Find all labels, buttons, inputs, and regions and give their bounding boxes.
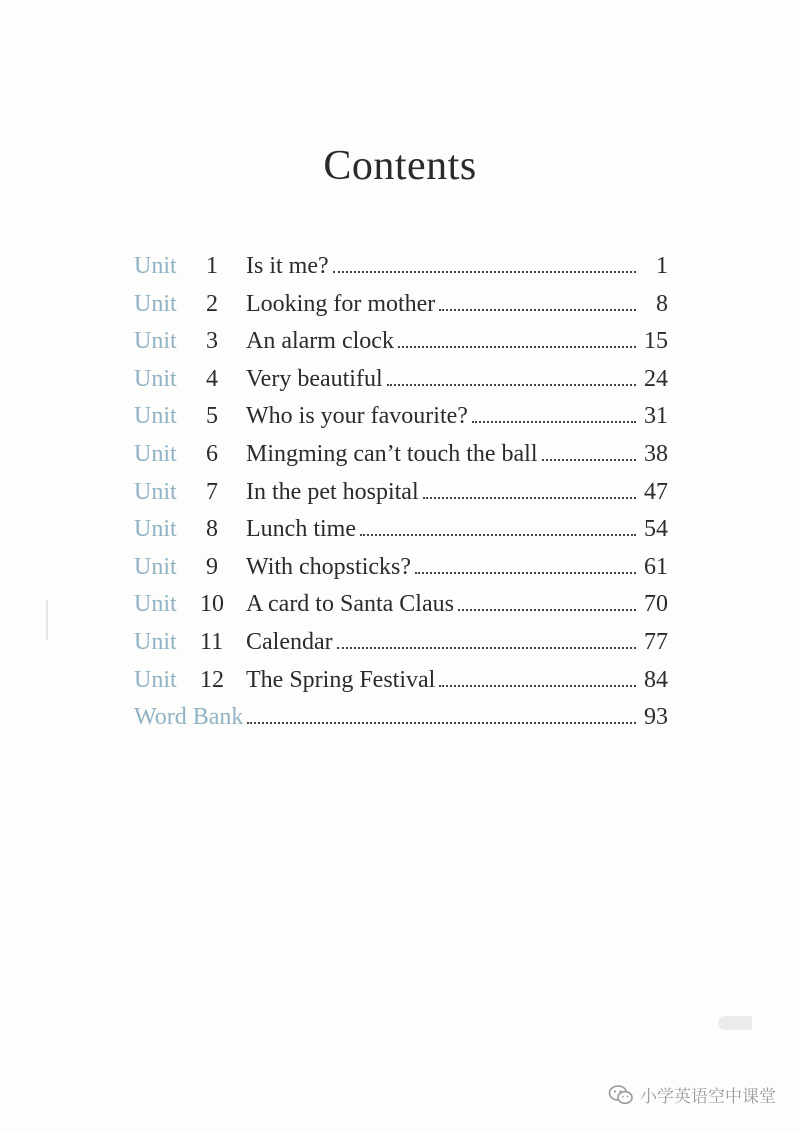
toc-entry-unit-1[interactable] (134, 253, 668, 291)
unit-label: Unit (134, 253, 177, 279)
unit-number: 11 (200, 628, 224, 655)
unit-label: Unit (134, 553, 177, 580)
page-number: 61 (644, 553, 668, 580)
page-number: 38 (644, 440, 668, 467)
unit-title: Lunch time (246, 516, 356, 543)
unit-label: Unit (134, 516, 177, 543)
unit-number: 5 (206, 403, 218, 430)
page-number: 31 (644, 403, 668, 430)
unit-number: 9 (206, 553, 218, 580)
toc-entry-unit-6[interactable] (134, 441, 668, 479)
unit-number: 7 (206, 478, 218, 505)
unit-label: Unit (134, 628, 177, 655)
page-number: 70 (644, 591, 668, 618)
dot-leader (439, 685, 636, 687)
page-corner-smudge (718, 1016, 752, 1030)
dot-leader (333, 271, 636, 273)
watermark-text: 小学英语空中课堂 (640, 1087, 776, 1107)
page-number: 93 (644, 704, 668, 731)
page-title: Contents (323, 143, 477, 189)
unit-title: Looking for mother (246, 290, 436, 317)
dot-leader (472, 421, 636, 423)
unit-number: 2 (206, 290, 218, 317)
unit-label: Unit (134, 290, 177, 317)
dot-leader (360, 534, 636, 536)
dot-leader (415, 572, 636, 574)
unit-title: With chopsticks? (246, 553, 411, 580)
page-number: 84 (644, 666, 668, 693)
watermark (608, 1082, 776, 1107)
toc-entry-unit-4[interactable] (134, 366, 668, 404)
dot-leader (423, 497, 636, 499)
unit-number: 3 (206, 328, 218, 355)
unit-number: 4 (206, 365, 218, 392)
toc-entry-word-bank[interactable] (134, 704, 668, 742)
unit-title: Very beautiful (246, 365, 383, 392)
unit-label: Unit (134, 591, 177, 618)
dot-leader (542, 459, 636, 461)
unit-title: Mingming can’t touch the ball (246, 440, 538, 467)
page-number: 24 (644, 365, 668, 392)
page-number: 15 (644, 328, 668, 355)
dot-leader (337, 647, 636, 649)
toc-entry-unit-12[interactable] (134, 667, 668, 705)
dot-leader (387, 384, 636, 386)
unit-title: The Spring Festival (246, 666, 436, 693)
unit-title: In the pet hospital (246, 478, 419, 505)
wechat-icon (608, 1084, 634, 1106)
toc-entry-unit-8[interactable] (134, 516, 668, 554)
dot-leader (398, 346, 636, 348)
page-number: 8 (656, 290, 668, 317)
page-number: 77 (644, 628, 668, 655)
toc-entry-unit-5[interactable] (134, 403, 668, 441)
toc-entry-unit-9[interactable] (134, 554, 668, 592)
page-number: 47 (644, 478, 668, 505)
unit-title: Who is your favourite? (246, 403, 468, 430)
unit-title: Is it me? (246, 253, 329, 279)
toc-entry-unit-2[interactable] (134, 291, 668, 329)
toc-entry-unit-3[interactable] (134, 328, 668, 366)
unit-label: Unit (134, 440, 177, 467)
unit-number: 12 (200, 666, 224, 693)
page-number: 1 (656, 253, 668, 279)
unit-label: Unit (134, 403, 177, 430)
unit-label: Unit (134, 666, 177, 693)
unit-label: Unit (134, 365, 177, 392)
unit-number: 10 (200, 591, 224, 618)
dot-leader (458, 609, 636, 611)
table-of-contents (134, 253, 668, 742)
toc-entry-unit-10[interactable] (134, 591, 668, 629)
page-number: 54 (644, 516, 668, 543)
toc-entry-unit-7[interactable] (134, 479, 668, 517)
unit-label: Unit (134, 328, 177, 355)
toc-entry-unit-11[interactable] (134, 629, 668, 667)
page-edge-shadow (46, 600, 48, 640)
dot-leader (439, 309, 636, 311)
unit-title: Calendar (246, 628, 333, 655)
unit-number: 6 (206, 440, 218, 467)
unit-number: 1 (206, 253, 218, 279)
dot-leader (247, 722, 636, 724)
word-bank-label: Word Bank (134, 704, 244, 731)
unit-title: An alarm clock (246, 328, 394, 355)
unit-number: 8 (206, 516, 218, 543)
unit-title: A card to Santa Claus (246, 591, 454, 618)
unit-label: Unit (134, 478, 177, 505)
